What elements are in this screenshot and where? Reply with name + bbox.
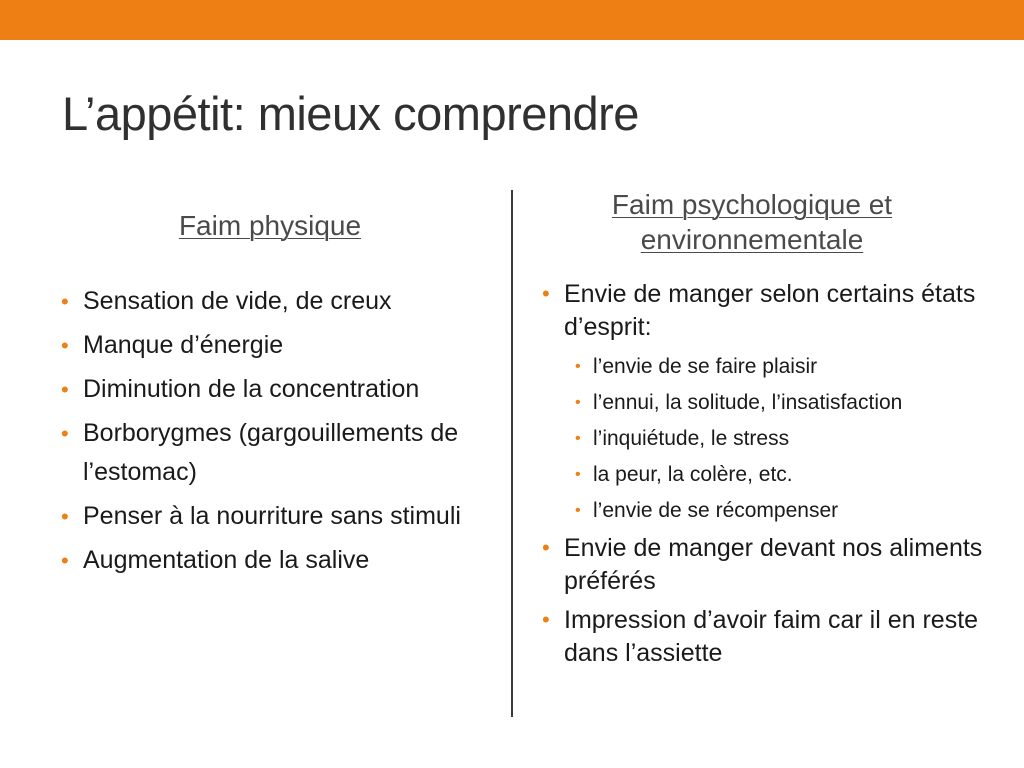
list-item: [61, 326, 483, 365]
list-item: [61, 541, 483, 580]
slide-title: L’appétit: mieux comprendre: [62, 87, 639, 140]
sub-list-item: [575, 496, 973, 525]
list-item-text: Manque d’énergie: [83, 331, 284, 359]
list-item: [542, 278, 984, 525]
bullet-icon: •: [61, 377, 69, 402]
list-item-text: Diminution de la concentration: [83, 375, 420, 403]
sub-list-item-text: l’inquiétude, le stress: [593, 427, 790, 450]
list-item-text: Impression d’avoir faim car il en reste dans l’assiette: [564, 606, 979, 667]
list-item-text: Envie de manger selon certains états d’esprit:: [564, 280, 976, 341]
list-item-text: Borborygmes (gargouillements de l’estomac): [83, 419, 459, 486]
sub-list-item: [575, 460, 973, 489]
bullet-icon: •: [61, 333, 69, 358]
sub-list-item-text: l’ennui, la solitude, l’insatisfaction: [593, 391, 903, 414]
bullet-icon: •: [542, 535, 550, 560]
list-item-text: Augmentation de la salive: [83, 546, 370, 574]
psychological-hunger-list: [542, 278, 984, 670]
list-item: [542, 604, 984, 670]
list-item-text: Sensation de vide, de creux: [83, 287, 392, 315]
list-item: [61, 282, 483, 321]
list-item: [61, 497, 483, 536]
sub-list-item: [575, 388, 973, 417]
right-column-heading-text: Faim psychologique et environnementale: [611, 189, 893, 255]
bullet-icon: •: [61, 421, 69, 446]
bullet-icon: •: [575, 394, 581, 411]
list-item: [61, 370, 483, 409]
bullet-icon: •: [575, 358, 581, 375]
bullet-icon: •: [61, 289, 69, 314]
physical-hunger-list: [61, 282, 483, 585]
right-column-heading: [532, 187, 972, 257]
list-item: [542, 532, 984, 598]
sub-list-item-text: l’envie de se récompenser: [593, 499, 839, 522]
list-item-text: Penser à la nourriture sans stimuli: [83, 502, 461, 530]
list-item-text: Envie de manger devant nos aliments préférés: [564, 534, 983, 595]
state-of-mind-sublist: [575, 352, 973, 525]
sub-list-item: [575, 424, 973, 453]
bullet-icon: •: [61, 504, 69, 529]
top-accent-bar: [0, 0, 1024, 40]
bullet-icon: •: [575, 502, 581, 519]
bullet-icon: •: [61, 548, 69, 573]
sub-list-item-text: l’envie de se faire plaisir: [593, 355, 818, 378]
left-column-heading-text: Faim physique: [178, 210, 362, 241]
bullet-icon: •: [575, 430, 581, 447]
column-divider: [511, 190, 513, 717]
left-column-heading: [60, 208, 480, 243]
bullet-icon: •: [542, 281, 550, 306]
sub-list-item: [575, 352, 973, 381]
bullet-icon: •: [575, 466, 581, 483]
sub-list-item-text: la peur, la colère, etc.: [593, 463, 793, 486]
list-item: [61, 414, 483, 492]
bullet-icon: •: [542, 607, 550, 632]
